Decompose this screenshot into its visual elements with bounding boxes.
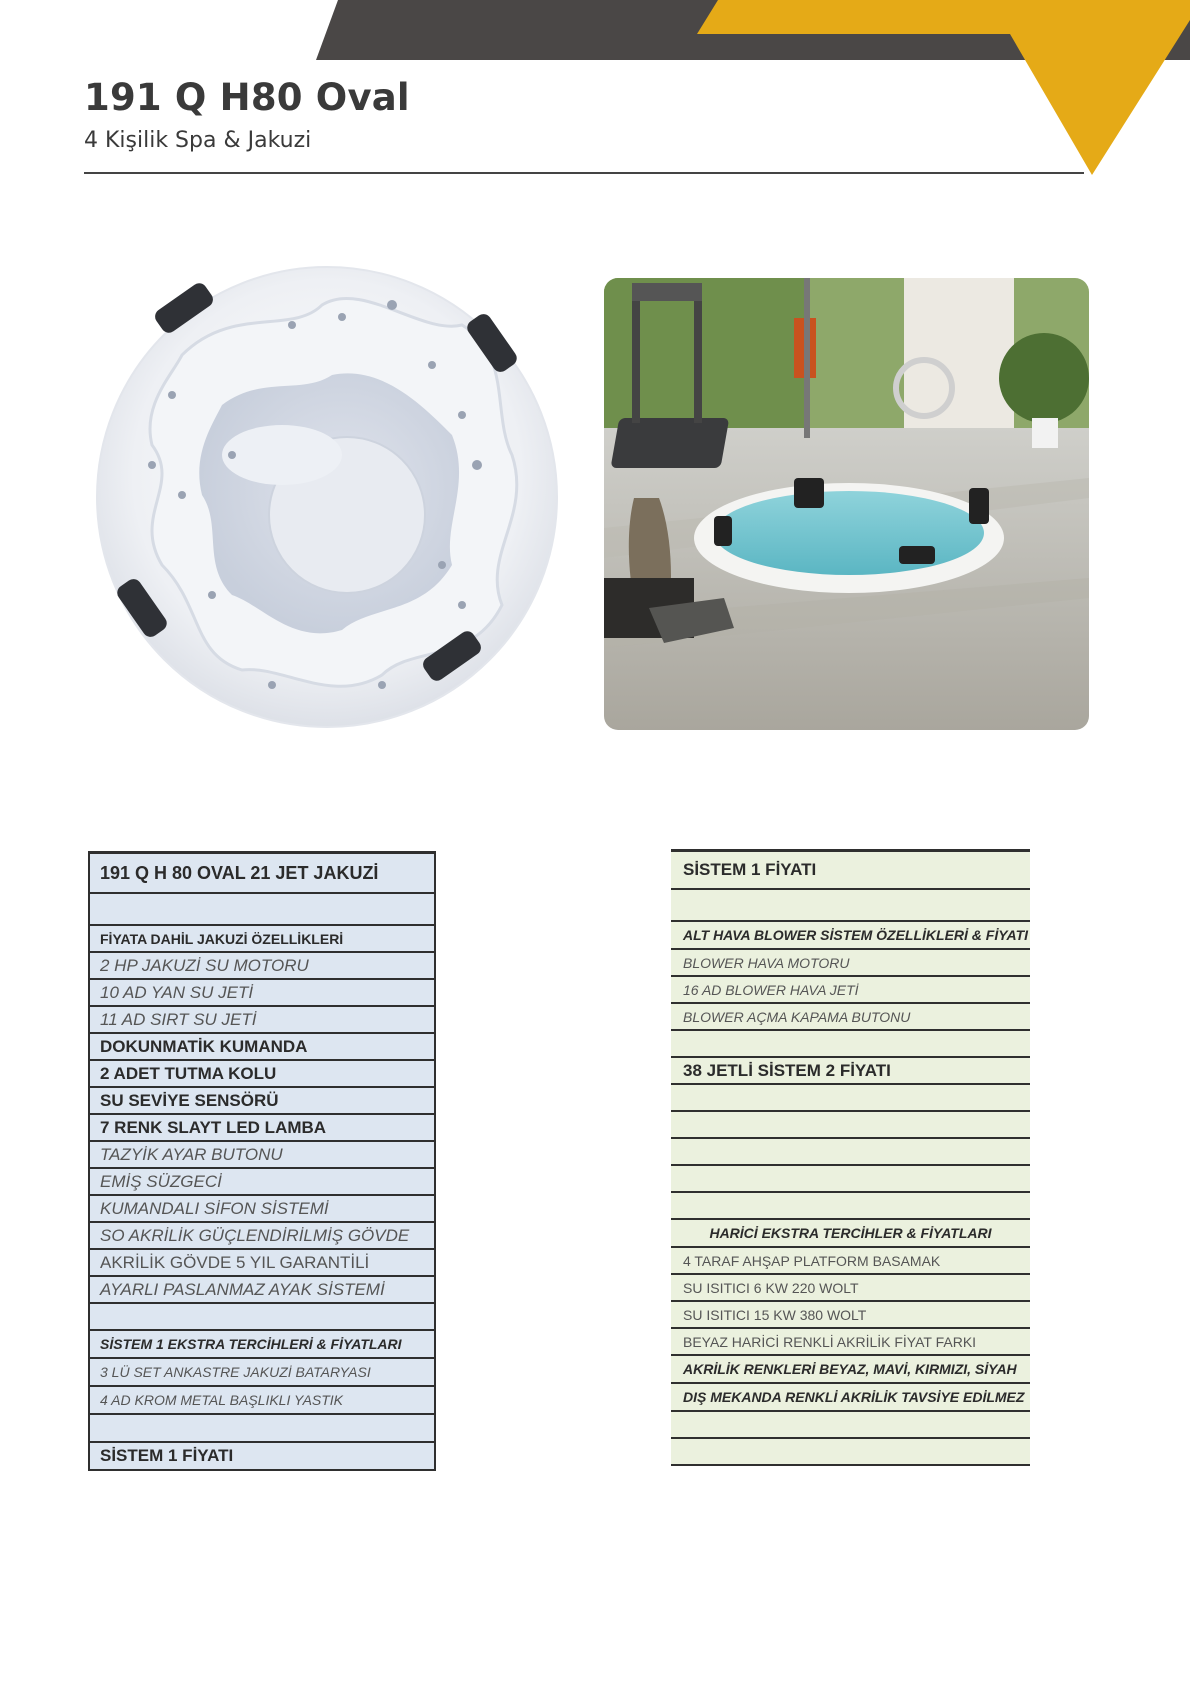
table-cell-text: 7 RENK SLAYT LED LAMBA: [100, 1117, 327, 1137]
table-cell-text: TAZYİK AYAR BUTONU: [100, 1144, 283, 1164]
header-divider: [84, 172, 1084, 174]
table-row: [671, 1193, 1030, 1220]
table-cell-text: SO AKRİLİK GÜÇLENDİRİLMİŞ GÖVDE: [100, 1225, 410, 1245]
table-row: [90, 953, 434, 980]
table-cell-text: HARİCİ EKSTRA TERCİHLER & FİYATLARI: [709, 1225, 992, 1241]
table-cell-text: BLOWER AÇMA KAPAMA BUTONU: [683, 1008, 911, 1025]
table-row: [90, 854, 434, 894]
table-row: [671, 1275, 1030, 1302]
table-row: [671, 977, 1030, 1004]
table-row: [671, 1412, 1030, 1439]
table-row: [671, 852, 1030, 890]
table-row: [90, 1223, 434, 1250]
table-row: [90, 1304, 434, 1331]
table-row: [90, 1007, 434, 1034]
table-cell-text: 2 HP JAKUZİ SU MOTORU: [100, 955, 309, 975]
table-cell-text: SU ISITICI 15 KW 380 WOLT: [683, 1306, 867, 1323]
table-cell-text: SİSTEM 1 FİYATI: [683, 860, 817, 879]
table-row: [671, 1112, 1030, 1139]
table-cell-text: AKRİLİK GÖVDE 5 YIL GARANTİLİ: [100, 1252, 370, 1272]
table-row: [90, 1331, 434, 1359]
table-cell-text: SU ISITICI 6 KW 220 WOLT: [683, 1279, 859, 1296]
table-row: [90, 1387, 434, 1415]
table-cell-text: BLOWER HAVA MOTORU: [683, 954, 850, 971]
table-cell-text: ALT HAVA BLOWER SİSTEM ÖZELLİKLERİ & FİYATI: [683, 927, 1029, 943]
right-price-table: [671, 849, 1030, 1466]
table-cell-text: KUMANDALI SİFON SİSTEMİ: [100, 1198, 329, 1218]
table-row: [90, 1169, 434, 1196]
table-row: [671, 1248, 1030, 1275]
table-cell-text: AKRİLİK RENKLERİ BEYAZ, MAVİ, KIRMIZI, SİYAH: [683, 1361, 1017, 1377]
table-row: [671, 1085, 1030, 1112]
table-row: [90, 1359, 434, 1387]
table-cell-text: SİSTEM 1 EKSTRA TERCİHLERİ & FİYATLARI: [100, 1336, 402, 1352]
table-row: [671, 1166, 1030, 1193]
table-row: [90, 894, 434, 926]
table-row: [671, 1356, 1030, 1384]
table-row: [90, 1250, 434, 1277]
table-row: [671, 922, 1030, 950]
table-row: [90, 1196, 434, 1223]
table-row: [671, 1139, 1030, 1166]
table-row: [90, 926, 434, 953]
table-cell-text: 38 JETLİ SİSTEM 2 FİYATI: [683, 1060, 891, 1080]
table-row: [90, 1443, 434, 1471]
table-row: [671, 890, 1030, 922]
table-cell-text: 4 TARAF AHŞAP PLATFORM BASAMAK: [683, 1252, 941, 1269]
table-row: [671, 1329, 1030, 1356]
table-cell-text: 3 LÜ SET ANKASTRE JAKUZİ BATARYASI: [100, 1364, 371, 1380]
jacuzzi-room-photo: [604, 278, 1089, 730]
page-subtitle: 4 Kişilik Spa & Jakuzi: [84, 128, 312, 153]
table-row: [90, 1142, 434, 1169]
table-cell-text: 2 ADET TUTMA KOLU: [100, 1063, 277, 1083]
table-row: [90, 1277, 434, 1304]
table-row: [671, 1220, 1030, 1248]
table-cell-text: AYARLI PASLANMAZ AYAK SİSTEMİ: [100, 1279, 385, 1299]
table-row: [671, 1058, 1030, 1085]
accent-band: [697, 0, 1190, 175]
table-cell-text: DOKUNMATİK KUMANDA: [100, 1036, 308, 1056]
table-row: [90, 1115, 434, 1142]
table-row: [90, 1088, 434, 1115]
table-row: [671, 1384, 1030, 1412]
table-row: [90, 980, 434, 1007]
table-row: [671, 1302, 1030, 1329]
page-title: 191 Q H80 Oval: [84, 76, 410, 119]
table-row: [671, 1004, 1030, 1031]
table-cell-text: 10 AD YAN SU JETİ: [100, 982, 254, 1002]
table-cell-text: SİSTEM 1 FİYATI: [100, 1446, 234, 1465]
table-cell-text: 4 AD KROM METAL BAŞLIKLI YASTIK: [100, 1392, 344, 1408]
table-row: [671, 1031, 1030, 1058]
table-row: [90, 1034, 434, 1061]
table-row: [90, 1415, 434, 1443]
table-row: [90, 1061, 434, 1088]
table-row: [671, 950, 1030, 977]
table-cell-text: 11 AD SIRT SU JETİ: [100, 1009, 257, 1029]
left-feature-table: [88, 851, 436, 1471]
table-row: [671, 1439, 1030, 1466]
table-cell-text: FİYATA DAHİL JAKUZİ ÖZELLİKLERİ: [100, 930, 344, 947]
table-cell-text: DIŞ MEKANDA RENKLİ AKRİLİK TAVSİYE EDİLMEZ: [683, 1389, 1025, 1405]
table-cell-text: 16 AD BLOWER HAVA JETİ: [683, 981, 859, 998]
table-cell-text: SU SEVİYE SENSÖRÜ: [100, 1090, 279, 1110]
table-cell-text: BEYAZ HARİCİ RENKLİ AKRİLİK FİYAT FARKI: [683, 1333, 977, 1350]
table-cell-text: 191 Q H 80 OVAL 21 JET JAKUZİ: [100, 862, 379, 883]
jacuzzi-top-view-image: [92, 265, 562, 729]
table-cell-text: EMİŞ SÜZGECİ: [100, 1171, 222, 1191]
